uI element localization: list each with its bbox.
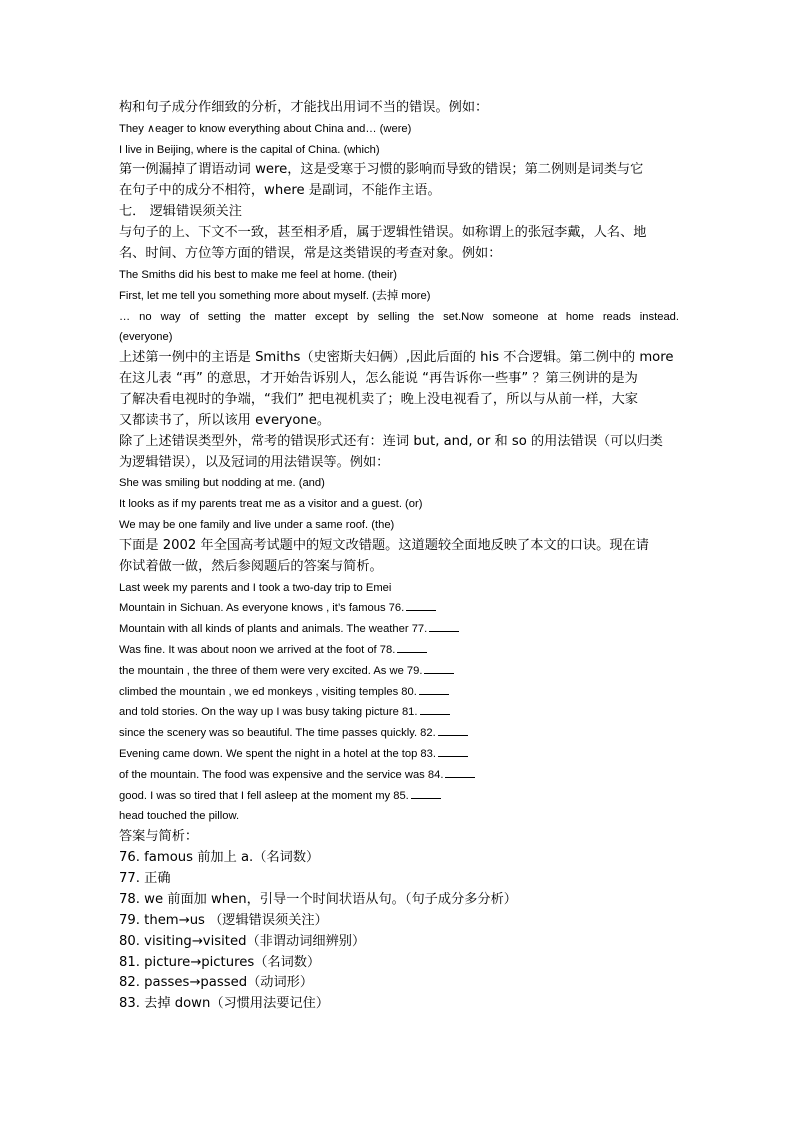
example-line [119, 286, 679, 307]
paragraph-line [119, 453, 679, 474]
line-text: 76. famous 前加上 a.（名词数） [119, 850, 320, 866]
example-line [119, 578, 679, 599]
document-page [119, 98, 679, 1015]
line-text: They ∧eager to know everything about China and… (were) [119, 122, 412, 135]
line-text: 你试着做一做，然后参阅题后的答案与简析。 [119, 558, 383, 574]
example-line [119, 515, 679, 536]
exercise-line [119, 640, 679, 661]
line-text: Evening came down. We spent the night in a hotel at the top 83. [119, 748, 436, 761]
line-text: We may be one family and live under a same roof. (the) [119, 519, 395, 532]
paragraph-line [119, 348, 679, 369]
answer-blank[interactable] [438, 723, 468, 736]
paragraph-line [119, 973, 679, 994]
line-text: 83. 去掉 down（习惯用法要记住） [119, 996, 330, 1012]
paragraph-line [119, 953, 679, 974]
line-text: Last week my parents and I took a two-day trip to Emei [119, 581, 392, 594]
paragraph-line [119, 890, 679, 911]
line-text: (everyone) [119, 331, 173, 344]
paragraph-line [119, 369, 679, 390]
paragraph-line [119, 911, 679, 932]
example-line [119, 494, 679, 515]
exercise-line [119, 744, 679, 765]
paragraph-line [119, 869, 679, 890]
answer-blank[interactable] [419, 682, 449, 695]
answer-blank[interactable] [406, 598, 436, 611]
paragraph-line [119, 223, 679, 244]
paragraph-line [119, 390, 679, 411]
line-text: 81. picture→pictures（名词数） [119, 954, 321, 970]
exercise-line [119, 682, 679, 703]
paragraph-line [119, 160, 679, 181]
example-line [119, 140, 679, 161]
example-line [119, 806, 679, 827]
answer-blank[interactable] [397, 640, 427, 653]
line-text: It looks as if my parents treat me as a visitor and a guest. (or) [119, 498, 423, 511]
line-text: 第一例漏掉了谓语动词 were，这是受寒于习惯的影响而导致的错误；第二例则是词类与它 [119, 162, 644, 178]
line-text: She was smiling but nodding at me. (and) [119, 477, 325, 490]
paragraph-line [119, 994, 679, 1015]
exercise-line [119, 702, 679, 723]
exercise-line [119, 765, 679, 786]
line-text: 又都读书了，所以该用 everyone。 [119, 412, 331, 428]
line-text: 构和句子成分作细致的分析，才能找出用词不当的错误。例如： [119, 100, 489, 115]
line-text: 77. 正确 [119, 870, 171, 886]
line-text: 七． 逻辑错误须关注 [119, 204, 242, 220]
exercise-line [119, 598, 679, 619]
exercise-line [119, 661, 679, 682]
answer-blank[interactable] [411, 786, 441, 799]
answer-blank[interactable] [420, 702, 450, 715]
example-line [119, 265, 679, 286]
line-text: 在这儿表 “再” 的意思，才开始告诉别人，怎么能说 “再告诉你一些事” ？第三例讲的是为 [119, 371, 638, 387]
paragraph-line [119, 827, 679, 848]
line-text: of the mountain. The food was expensive and the service was 84. [119, 768, 444, 781]
line-text: 与句子的上、下文不一致，甚至相矛盾，属于逻辑性错误。如称谓上的张冠李戴，人名、地 [119, 225, 647, 241]
line-text: Mountain with all kinds of plants and animals. The weather 77. [119, 623, 428, 636]
line-text: 78. we 前面加 when，引导一个时间状语从句。（句子成分多分析） [119, 891, 517, 907]
answer-blank[interactable] [429, 619, 459, 632]
paragraph-line [119, 557, 679, 578]
answer-blank[interactable] [438, 744, 468, 757]
exercise-line [119, 723, 679, 744]
paragraph-line [119, 536, 679, 557]
example-line [119, 327, 679, 348]
paragraph-line [119, 848, 679, 869]
line-text: Mountain in Sichuan. As everyone knows , it’s famous 76. [119, 602, 405, 615]
exercise-line [119, 619, 679, 640]
paragraph-line [119, 932, 679, 953]
line-text: climbed the mountain , we ed monkeys , visiting temples 80. [119, 685, 417, 698]
paragraph-line [119, 244, 679, 265]
paragraph-line [119, 411, 679, 432]
line-text: 上述第一例中的主语是 Smiths（史密斯夫妇俩）,因此后面的 his 不合逻辑。第二例中的 more [119, 350, 674, 366]
paragraph-line [119, 432, 679, 453]
line-text: 了解决看电视时的争端，“我们” 把电视机卖了；晚上没电视看了，所以与从前一样，大家 [119, 391, 638, 407]
line-text: 名、时间、方位等方面的错误，常是这类错误的考查对象。例如： [119, 246, 502, 262]
line-text: 为逻辑错误），以及冠词的用法错误等。例如： [119, 454, 390, 470]
paragraph-line [119, 98, 679, 119]
example-line [119, 119, 679, 140]
line-text: First, let me tell you something more about myself. (去掉 more) [119, 289, 431, 302]
example-line [119, 473, 679, 494]
line-text: … no way of setting the matter except by selling the set.Now someone at home reads instead. [119, 310, 679, 323]
line-text: head touched the pillow. [119, 810, 240, 823]
line-text: 下面是 2002 年全国高考试题中的短文改错题。这道题较全面地反映了本文的口诀。现在请 [119, 537, 649, 553]
line-text: since the scenery was so beautiful. The time passes quickly. 82. [119, 727, 436, 740]
example-line [119, 307, 679, 328]
paragraph-line [119, 202, 679, 223]
line-text: 82. passes→passed（动词形） [119, 975, 314, 991]
line-text: 79. them→us （逻辑错误须关注） [119, 912, 328, 928]
line-text: I live in Beijing, where is the capital of China. (which) [119, 143, 380, 156]
answer-blank[interactable] [424, 661, 454, 674]
line-text: 答案与简析： [119, 829, 199, 845]
line-text: The Smiths did his best to make me feel at home. (their) [119, 268, 397, 281]
line-text: and told stories. On the way up I was busy taking picture 81. [119, 706, 418, 719]
answer-blank[interactable] [445, 765, 475, 778]
line-text: 在句子中的成分不相符，where 是副词，不能作主语。 [119, 183, 441, 199]
line-text: 80. visiting→visited（非谓动词细辨别） [119, 933, 366, 949]
line-text: 除了上述错误类型外，常考的错误形式还有：连词 but, and, or 和 so 的用法错误（可以归类 [119, 433, 663, 449]
line-text: good. I was so tired that I fell asleep at the moment my 85. [119, 789, 409, 802]
line-text: the mountain , the three of them were very excited. As we 79. [119, 664, 423, 677]
paragraph-line [119, 181, 679, 202]
exercise-line [119, 786, 679, 807]
line-text: Was fine. It was about noon we arrived at the foot of 78. [119, 644, 396, 657]
